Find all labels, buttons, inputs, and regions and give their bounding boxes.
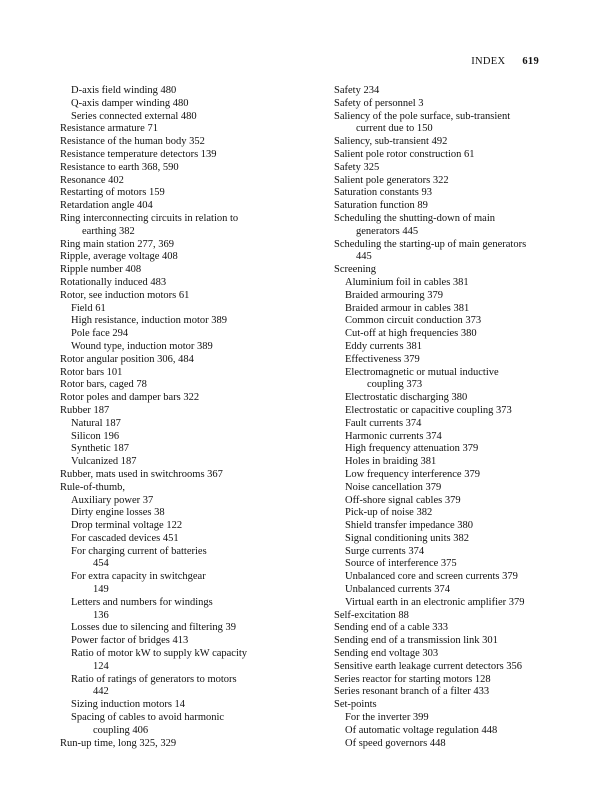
entry-continuation: 442 <box>93 686 109 698</box>
entry-text: Resistance armature 71 <box>60 123 158 135</box>
index-subentry <box>60 431 322 444</box>
entry-text: Restarting of motors 159 <box>60 187 165 199</box>
entry-text: Off-shore signal cables 379 <box>345 494 461 506</box>
index-subentry <box>60 315 322 328</box>
index-subentry <box>60 98 322 111</box>
entry-text: Saliency, sub-transient 492 <box>334 136 448 148</box>
entry-text: Of speed governors 448 <box>345 737 446 749</box>
index-subentry <box>60 571 322 597</box>
entry-text: Self-excitation 88 <box>334 609 409 621</box>
index-subentry <box>60 418 322 431</box>
index-subentry <box>60 341 322 354</box>
index-subentry <box>334 418 574 431</box>
index-subentry <box>334 367 574 393</box>
entry-text: Surge currents 374 <box>345 545 425 557</box>
entry-text: Resonance 402 <box>60 174 124 186</box>
index-entry <box>60 187 322 200</box>
index-entry <box>60 136 322 149</box>
index-subentry <box>334 290 574 303</box>
index-subentry <box>334 558 574 571</box>
index-subentry <box>334 341 574 354</box>
entry-continuation: coupling 373 <box>367 379 423 391</box>
page-number: 619 <box>522 56 539 67</box>
entry-text: Natural 187 <box>71 417 121 429</box>
index-subentry <box>334 546 574 559</box>
index-entry <box>334 85 574 98</box>
entry-text: Retardation angle 404 <box>60 200 153 212</box>
index-subentry <box>334 533 574 546</box>
index-subentry <box>334 328 574 341</box>
entry-text: Unbalanced core and screen currents 379 <box>345 571 518 583</box>
index-entry <box>60 405 322 418</box>
entry-text: Low frequency interference 379 <box>345 468 480 480</box>
entry-text: Salient pole rotor construction 61 <box>334 148 475 160</box>
index-subentry <box>334 597 574 610</box>
index-entry <box>60 123 322 136</box>
entry-text: Rotor bars, caged 78 <box>60 379 147 391</box>
entry-text: Aluminium foil in cables 381 <box>345 276 469 288</box>
entry-text: Saturation function 89 <box>334 200 428 212</box>
index-subentry <box>334 456 574 469</box>
index-entry <box>60 367 322 380</box>
entry-text: Set-points <box>334 699 377 711</box>
index-entry <box>334 200 574 213</box>
entry-text: Safety 325 <box>334 161 380 173</box>
entry-text: Scheduling the starting-up of main generators <box>334 238 527 250</box>
entry-text: Sending end of a cable 333 <box>334 622 449 634</box>
index-subentry <box>60 712 322 738</box>
entry-text: Pole face 294 <box>71 328 129 340</box>
entry-text: Unbalanced currents 374 <box>345 584 450 596</box>
index-column-right <box>334 85 574 750</box>
index-entry <box>334 686 574 699</box>
entry-text: Common circuit conduction 373 <box>345 315 482 327</box>
index-entry <box>60 149 322 162</box>
entry-text: Electrostatic or capacitive coupling 373 <box>345 404 512 416</box>
index-entry <box>334 149 574 162</box>
index-entry <box>60 239 322 252</box>
entry-text: Rubber, mats used in switchrooms 367 <box>60 468 223 480</box>
index-subentry <box>334 392 574 405</box>
entry-text: Holes in braiding 381 <box>345 456 437 468</box>
index-subentry <box>334 738 574 751</box>
index-subentry <box>334 469 574 482</box>
index-entry <box>60 251 322 264</box>
entry-text: For extra capacity in switchgear <box>71 571 206 583</box>
index-entry <box>60 162 322 175</box>
index-subentry <box>334 495 574 508</box>
entry-continuation: 454 <box>93 558 109 570</box>
entry-text: Ring main station 277, 369 <box>60 238 175 250</box>
index-subentry <box>60 507 322 520</box>
entry-text: For the inverter 399 <box>345 712 429 724</box>
entry-text: Rotor poles and damper bars 322 <box>60 392 200 404</box>
entry-text: Salient pole generators 322 <box>334 174 449 186</box>
entry-text: Ripple, average voltage 408 <box>60 251 178 263</box>
index-subentry <box>334 725 574 738</box>
entry-text: Field 61 <box>71 302 106 314</box>
index-subentry <box>334 482 574 495</box>
entry-text: Braided armour in cables 381 <box>345 302 470 314</box>
entry-text: Virtual earth in an electronic amplifier 379 <box>345 596 525 608</box>
entry-text: Synthetic 187 <box>71 443 130 455</box>
index-subentry <box>60 495 322 508</box>
index-entry <box>334 162 574 175</box>
entry-text: Rotor angular position 306, 484 <box>60 353 194 365</box>
index-subentry <box>60 456 322 469</box>
entry-continuation: 124 <box>93 660 109 672</box>
entry-text: Saliency of the pole surface, sub-transient <box>334 110 511 122</box>
index-entry <box>60 264 322 277</box>
entry-continuation: coupling 406 <box>93 724 149 736</box>
index-entry <box>60 175 322 188</box>
entry-text: Resistance to earth 368, 590 <box>60 161 179 173</box>
entry-text: Auxiliary power 37 <box>71 494 154 506</box>
entry-text: Pick-up of noise 382 <box>345 507 433 519</box>
index-entry <box>334 111 574 137</box>
entry-text: Power factor of bridges 413 <box>71 635 189 647</box>
index-entry <box>334 213 574 239</box>
entry-text: Electrostatic discharging 380 <box>345 392 468 404</box>
entry-continuation: 149 <box>93 584 109 596</box>
index-subentry <box>60 303 322 316</box>
index-subentry <box>334 520 574 533</box>
entry-text: Dirty engine losses 38 <box>71 507 165 519</box>
entry-text: Ratio of motor kW to supply kW capacity <box>71 648 248 660</box>
index-entry <box>60 469 322 482</box>
entry-text: Cut-off at high frequencies 380 <box>345 328 477 340</box>
entry-text: Noise cancellation 379 <box>345 481 442 493</box>
entry-text: Scheduling the shutting-down of main <box>334 212 495 224</box>
entry-text: Screening <box>334 264 376 276</box>
entry-text: Safety of personnel 3 <box>334 97 424 109</box>
entry-continuation: current due to 150 <box>356 123 433 135</box>
entry-text: Resistance temperature detectors 139 <box>60 148 217 160</box>
entry-text: High resistance, induction motor 389 <box>71 315 228 327</box>
index-subentry <box>60 443 322 456</box>
index-entry <box>334 264 574 277</box>
entry-text: Saturation constants 93 <box>334 187 432 199</box>
entry-text: Drop terminal voltage 122 <box>71 520 183 532</box>
entry-text: Losses due to silencing and filtering 39 <box>71 622 237 634</box>
index-entry <box>60 482 322 495</box>
index-column-left <box>60 85 322 750</box>
index-subentry <box>334 712 574 725</box>
index-subentry <box>60 635 322 648</box>
index-subentry <box>334 354 574 367</box>
entry-text: Sending end of a transmission link 301 <box>334 635 498 647</box>
entry-text: Wound type, induction motor 389 <box>71 340 213 352</box>
entry-text: High frequency attenuation 379 <box>345 443 479 455</box>
index-entry <box>60 379 322 392</box>
index-entry <box>60 200 322 213</box>
index-subentry <box>60 111 322 124</box>
index-subentry <box>334 303 574 316</box>
entry-text: Ripple number 408 <box>60 264 142 276</box>
entry-text: Q-axis damper winding 480 <box>71 97 189 109</box>
entry-text: Ratio of ratings of generators to motors <box>71 673 237 685</box>
entry-text: Rubber 187 <box>60 404 110 416</box>
entry-text: Rotor bars 101 <box>60 366 123 378</box>
index-entry <box>334 136 574 149</box>
entry-text: Electromagnetic or mutual inductive <box>345 366 499 378</box>
entry-continuation: 445 <box>356 251 372 263</box>
entry-text: Sensitive earth leakage current detectors 356 <box>334 660 523 672</box>
index-subentry <box>60 597 322 623</box>
entry-text: Run-up time, long 325, 329 <box>60 737 177 749</box>
index-subentry <box>60 699 322 712</box>
entry-text: Safety 234 <box>334 85 380 96</box>
index-entry <box>60 277 322 290</box>
entry-text: Rule-of-thumb, <box>60 481 126 493</box>
entry-text: Silicon 196 <box>71 430 120 442</box>
index-entry <box>334 661 574 674</box>
entry-text: For charging current of batteries <box>71 545 207 557</box>
index-entry <box>60 392 322 405</box>
index-subentry <box>334 277 574 290</box>
index-entry <box>334 635 574 648</box>
index-entry <box>334 699 574 712</box>
entry-text: Ring interconnecting circuits in relation to <box>60 212 239 224</box>
entry-text: Harmonic currents 374 <box>345 430 442 442</box>
entry-text: Series reactor for starting motors 128 <box>334 673 491 685</box>
entry-text: Eddy currents 381 <box>345 340 422 352</box>
index-subentry <box>334 315 574 328</box>
entry-text: Series resonant branch of a filter 433 <box>334 686 490 698</box>
index-subentry <box>334 584 574 597</box>
index-subentry <box>60 622 322 635</box>
entry-text: Signal conditioning units 382 <box>345 532 469 544</box>
entry-text: Source of interference 375 <box>345 558 457 570</box>
index-entry <box>60 290 322 303</box>
entry-text: Braided armouring 379 <box>345 289 443 301</box>
entry-text: Shield transfer impedance 380 <box>345 520 473 532</box>
entry-text: Spacing of cables to avoid harmonic <box>71 712 225 724</box>
entry-continuation: earthing 382 <box>82 225 135 237</box>
index-subentry <box>60 546 322 572</box>
index-subentry <box>60 328 322 341</box>
entry-continuation: 136 <box>93 609 109 621</box>
entry-text: Rotationally induced 483 <box>60 276 167 288</box>
index-subentry <box>334 405 574 418</box>
index-subentry <box>334 571 574 584</box>
index-entry <box>334 98 574 111</box>
index-entry <box>60 354 322 367</box>
index-entry <box>60 213 322 239</box>
entry-continuation: generators 445 <box>356 225 419 237</box>
entry-text: Of automatic voltage regulation 448 <box>345 724 498 736</box>
index-entry <box>334 610 574 623</box>
entry-text: Series connected external 480 <box>71 110 197 122</box>
index-subentry <box>334 431 574 444</box>
index-subentry <box>60 85 322 98</box>
index-label: INDEX <box>471 56 506 67</box>
entry-text: Rotor, see induction motors 61 <box>60 289 190 301</box>
index-entry <box>334 674 574 687</box>
index-entry <box>334 648 574 661</box>
entry-text: For cascaded devices 451 <box>71 532 179 544</box>
entry-text: Sending end voltage 303 <box>334 648 439 660</box>
entry-text: D-axis field winding 480 <box>71 85 177 96</box>
index-entry <box>334 187 574 200</box>
running-head <box>471 56 539 67</box>
index-subentry <box>60 520 322 533</box>
entry-text: Effectiveness 379 <box>345 353 420 365</box>
entry-text: Resistance of the human body 352 <box>60 136 205 148</box>
index-subentry <box>60 648 322 674</box>
index-subentry <box>334 507 574 520</box>
index-entry <box>334 175 574 188</box>
entry-text: Fault currents 374 <box>345 417 422 429</box>
index-subentry <box>60 533 322 546</box>
index-subentry <box>60 674 322 700</box>
index-subentry <box>334 443 574 456</box>
entry-text: Letters and numbers for windings <box>71 596 213 608</box>
entry-text: Sizing induction motors 14 <box>71 699 186 711</box>
index-entry <box>60 738 322 751</box>
index-entry <box>334 239 574 265</box>
index-entry <box>334 622 574 635</box>
entry-text: Vulcanized 187 <box>71 456 137 468</box>
